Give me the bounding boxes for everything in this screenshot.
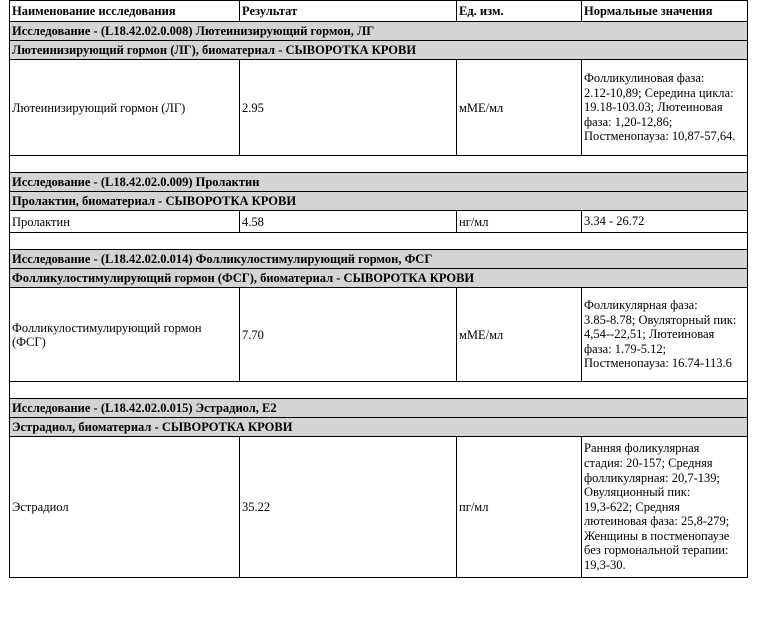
spacer-row xyxy=(10,233,748,250)
norm-line: фолликулярная: 20,7-139; xyxy=(584,470,721,485)
result-row xyxy=(10,60,748,156)
norm-line: Ранняя фоликулярная xyxy=(584,441,700,456)
norm-line: 19,3-622; Средняя xyxy=(584,499,680,514)
material-row xyxy=(10,41,748,60)
result-row xyxy=(10,211,748,233)
norm-line: лютеиновая фаза: 25,8-279; xyxy=(584,514,730,529)
test-result: 7.70 xyxy=(240,288,457,382)
norm-line: Фолликулярная фаза: xyxy=(584,298,698,313)
header-unit: Ед. изм. xyxy=(457,1,582,22)
norm-line: Постменопауза: 10,87-57,64. xyxy=(584,129,736,144)
test-norm xyxy=(582,60,748,156)
study-title: Исследование - (L18.42.02.0.015) Эстрадиол, Е2 xyxy=(10,399,748,418)
study-title: Исследование - (L18.42.02.0.008) Лютеинизирующий гормон, ЛГ xyxy=(10,22,748,41)
test-unit: мМЕ/мл xyxy=(457,288,582,382)
result-row xyxy=(10,437,748,578)
material-title: Эстрадиол, биоматериал - СЫВОРОТКА КРОВИ xyxy=(10,418,748,437)
result-row xyxy=(10,288,748,382)
norm-line: 3.34 - 26.72 xyxy=(584,214,645,229)
test-unit: пг/мл xyxy=(457,437,582,578)
test-name: Пролактин xyxy=(10,211,240,233)
study-row xyxy=(10,173,748,192)
test-unit: нг/мл xyxy=(457,211,582,233)
norm-line: 19.18-103.03; Лютеиновая xyxy=(584,100,723,115)
norm-line: Фолликулиновая фаза: xyxy=(584,71,705,86)
spacer-row xyxy=(10,156,748,173)
norm-line: 3.85-8.78; Овуляторный пик: xyxy=(584,312,737,327)
header-name: Наименование исследования xyxy=(10,1,240,22)
study-row xyxy=(10,250,748,269)
material-row xyxy=(10,269,748,288)
test-name: Эстрадиол xyxy=(10,437,240,578)
norm-line: стадия: 20-157; Средняя xyxy=(584,455,713,470)
norm-line: фаза: 1,20-12,86; xyxy=(584,114,673,129)
study-title: Исследование - (L18.42.02.0.014) Фолликулостимулирующий гормон, ФСГ xyxy=(10,250,748,269)
norm-line: 2.12-10,89; Середина цикла: xyxy=(584,85,734,100)
test-name: Лютеинизирующий гормон (ЛГ) xyxy=(10,60,240,156)
norm-line: 19,3-30. xyxy=(584,558,626,573)
test-norm xyxy=(582,437,748,578)
material-title: Фолликулостимулирующий гормон (ФСГ), биоматериал - СЫВОРОТКА КРОВИ xyxy=(10,269,748,288)
header-result: Результат xyxy=(240,1,457,22)
material-row xyxy=(10,192,748,211)
test-result: 2.95 xyxy=(240,60,457,156)
material-row xyxy=(10,418,748,437)
header-norm: Нормальные значения xyxy=(582,1,748,22)
study-row xyxy=(10,399,748,418)
norm-line: Овуляционный пик: xyxy=(584,485,691,500)
test-name: Фолликулостимулирующий гормон (ФСГ) xyxy=(10,288,240,382)
study-title: Исследование - (L18.42.02.0.009) Пролактин xyxy=(10,173,748,192)
results-table xyxy=(9,0,748,578)
material-title: Лютеинизирующий гормон (ЛГ), биоматериал - СЫВОРОТКА КРОВИ xyxy=(10,41,748,60)
test-result: 35.22 xyxy=(240,437,457,578)
norm-line: 4,54--22,51; Лютеиновая xyxy=(584,327,715,342)
material-title: Пролактин, биоматериал - СЫВОРОТКА КРОВИ xyxy=(10,192,748,211)
spacer-row xyxy=(10,382,748,399)
norm-line: без гормональной терапии: xyxy=(584,543,729,558)
study-row xyxy=(10,22,748,41)
norm-line: Постменопауза: 16.74-113.6 xyxy=(584,356,732,371)
test-norm xyxy=(582,211,748,233)
norm-line: Женщины в постменопаузе xyxy=(584,528,730,543)
test-norm xyxy=(582,288,748,382)
header-row xyxy=(10,1,748,22)
test-unit: мМЕ/мл xyxy=(457,60,582,156)
norm-line: фаза: 1.79-5.12; xyxy=(584,341,667,356)
test-result: 4.58 xyxy=(240,211,457,233)
